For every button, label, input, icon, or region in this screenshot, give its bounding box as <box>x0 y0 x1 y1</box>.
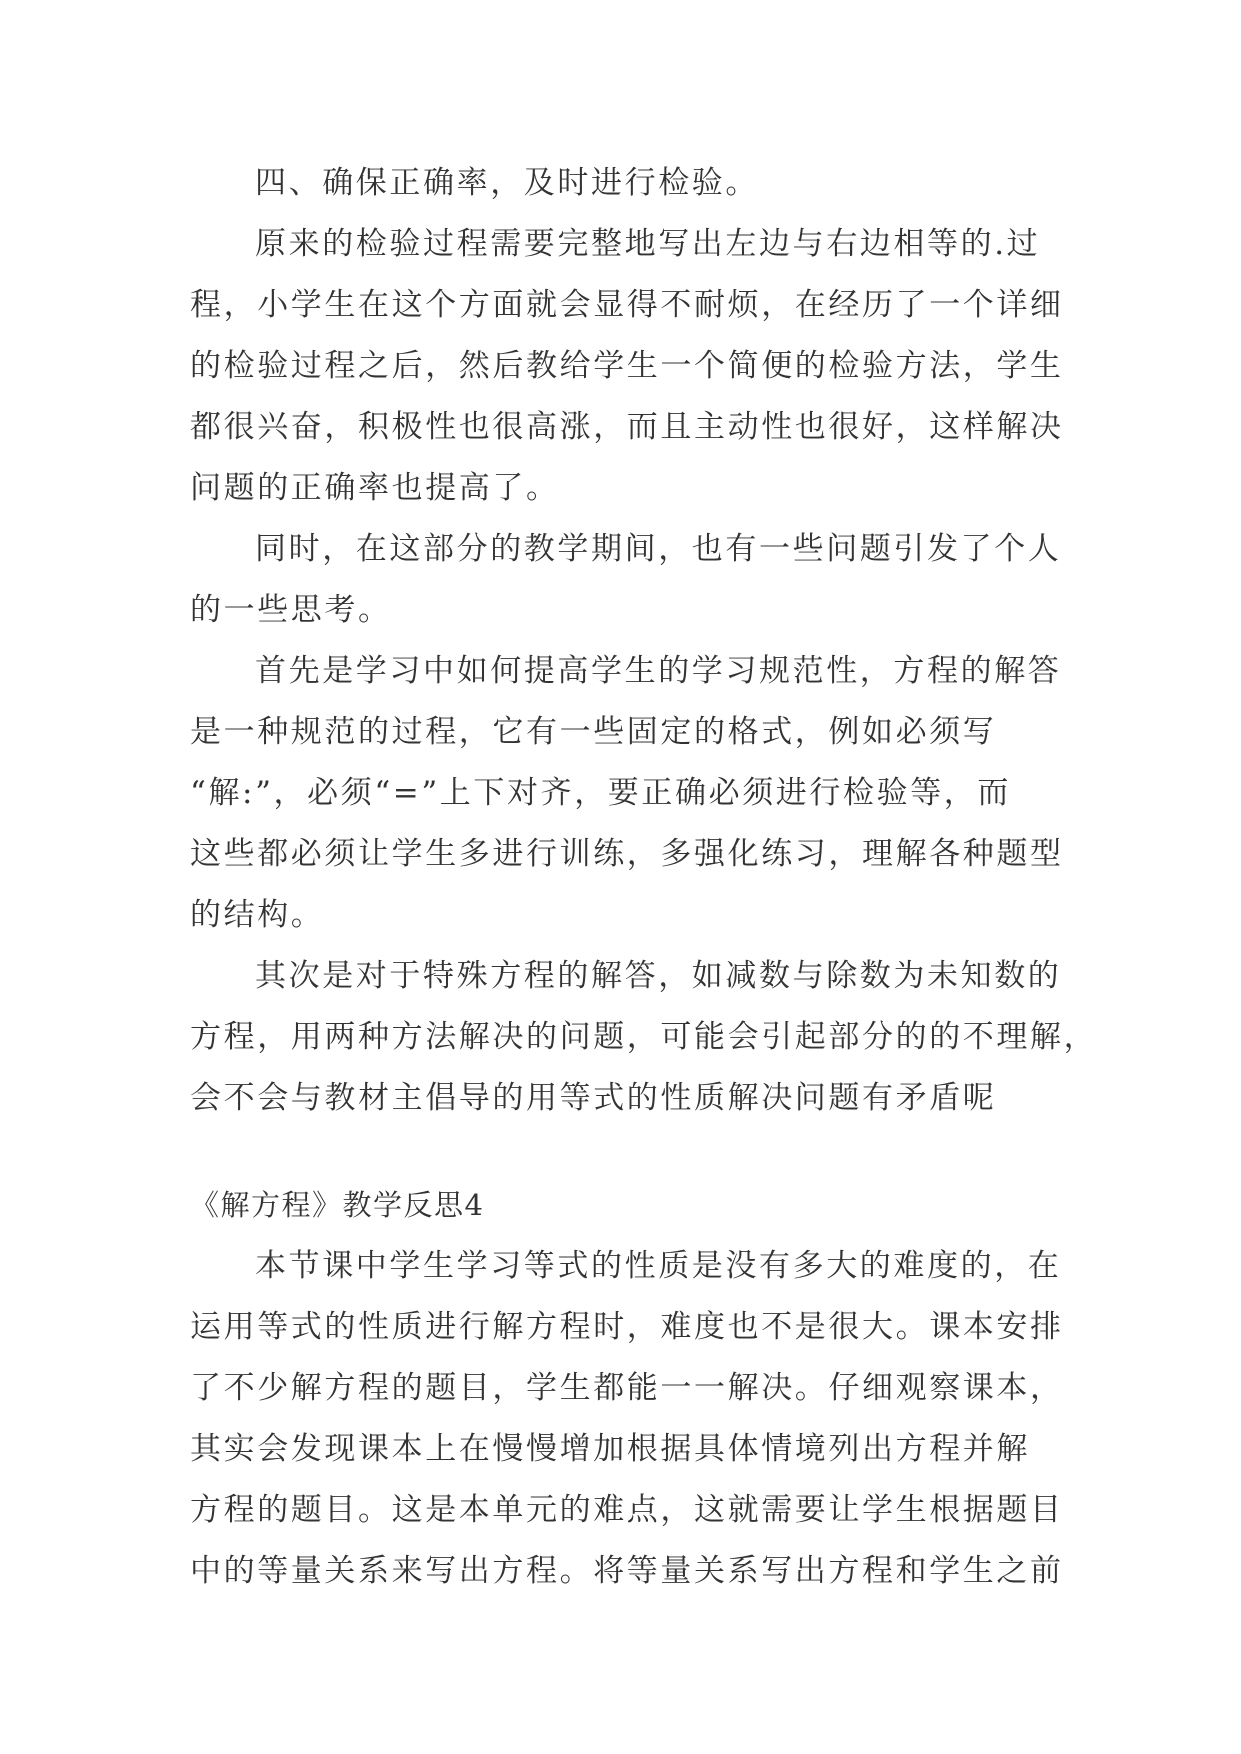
paragraph-line: 是一种规范的过程，它有一些固定的格式，例如必须写 <box>190 714 997 750</box>
section-heading: 四、确保正确率，及时进行检验。 <box>255 165 759 201</box>
paragraph-line: 方程，用两种方法解决的问题，可能会引起部分的的不理解， <box>190 1019 1098 1055</box>
paragraph-line: 这些都必须让学生多进行训练，多强化练习，理解各种题型 <box>190 836 1064 872</box>
paragraph-line: 中的等量关系来写出方程。将等量关系写出方程和学生之前 <box>190 1553 1064 1589</box>
paragraph-line: 同时，在这部分的教学期间，也有一些问题引发了个人 <box>255 531 1062 567</box>
paragraph-line: 程，小学生在这个方面就会显得不耐烦，在经历了一个详细 <box>190 287 1064 323</box>
paragraph-line: 都很兴奋，积极性也很高涨，而且主动性也很好，这样解决 <box>190 409 1064 445</box>
paragraph-line: 本节课中学生学习等式的性质是没有多大的难度的，在 <box>255 1248 1062 1284</box>
paragraph-line: 原来的检验过程需要完整地写出左边与右边相等的.过 <box>255 226 1041 262</box>
paragraph-line: 的结构。 <box>190 897 325 933</box>
paragraph-line: 的一些思考。 <box>190 592 392 628</box>
paragraph-line: 方程的题目。这是本单元的难点，这就需要让学生根据题目 <box>190 1492 1064 1528</box>
paragraph-line: 的检验过程之后，然后教给学生一个简便的检验方法，学生 <box>190 348 1064 384</box>
paragraph-line: 首先是学习中如何提高学生的学习规范性，方程的解答 <box>255 653 1062 689</box>
paragraph-line: 会不会与教材主倡导的用等式的性质解决问题有矛盾呢 <box>190 1080 997 1116</box>
paragraph-line: 其实会发现课本上在慢慢增加根据具体情境列出方程并解 <box>190 1431 1030 1467</box>
paragraph-line: 问题的正确率也提高了。 <box>190 470 560 506</box>
article-title: 《解方程》教学反思4 <box>190 1188 485 1222</box>
paragraph-line: 了不少解方程的题目，学生都能一一解决。仔细观察课本， <box>190 1370 1064 1406</box>
paragraph-line: “解:”，必须“=”上下对齐，要正确必须进行检验等，而 <box>190 775 1012 811</box>
paragraph-line: 其次是对于特殊方程的解答，如减数与除数为未知数的 <box>255 958 1062 994</box>
paragraph-line: 运用等式的性质进行解方程时，难度也不是很大。课本安排 <box>190 1309 1064 1345</box>
